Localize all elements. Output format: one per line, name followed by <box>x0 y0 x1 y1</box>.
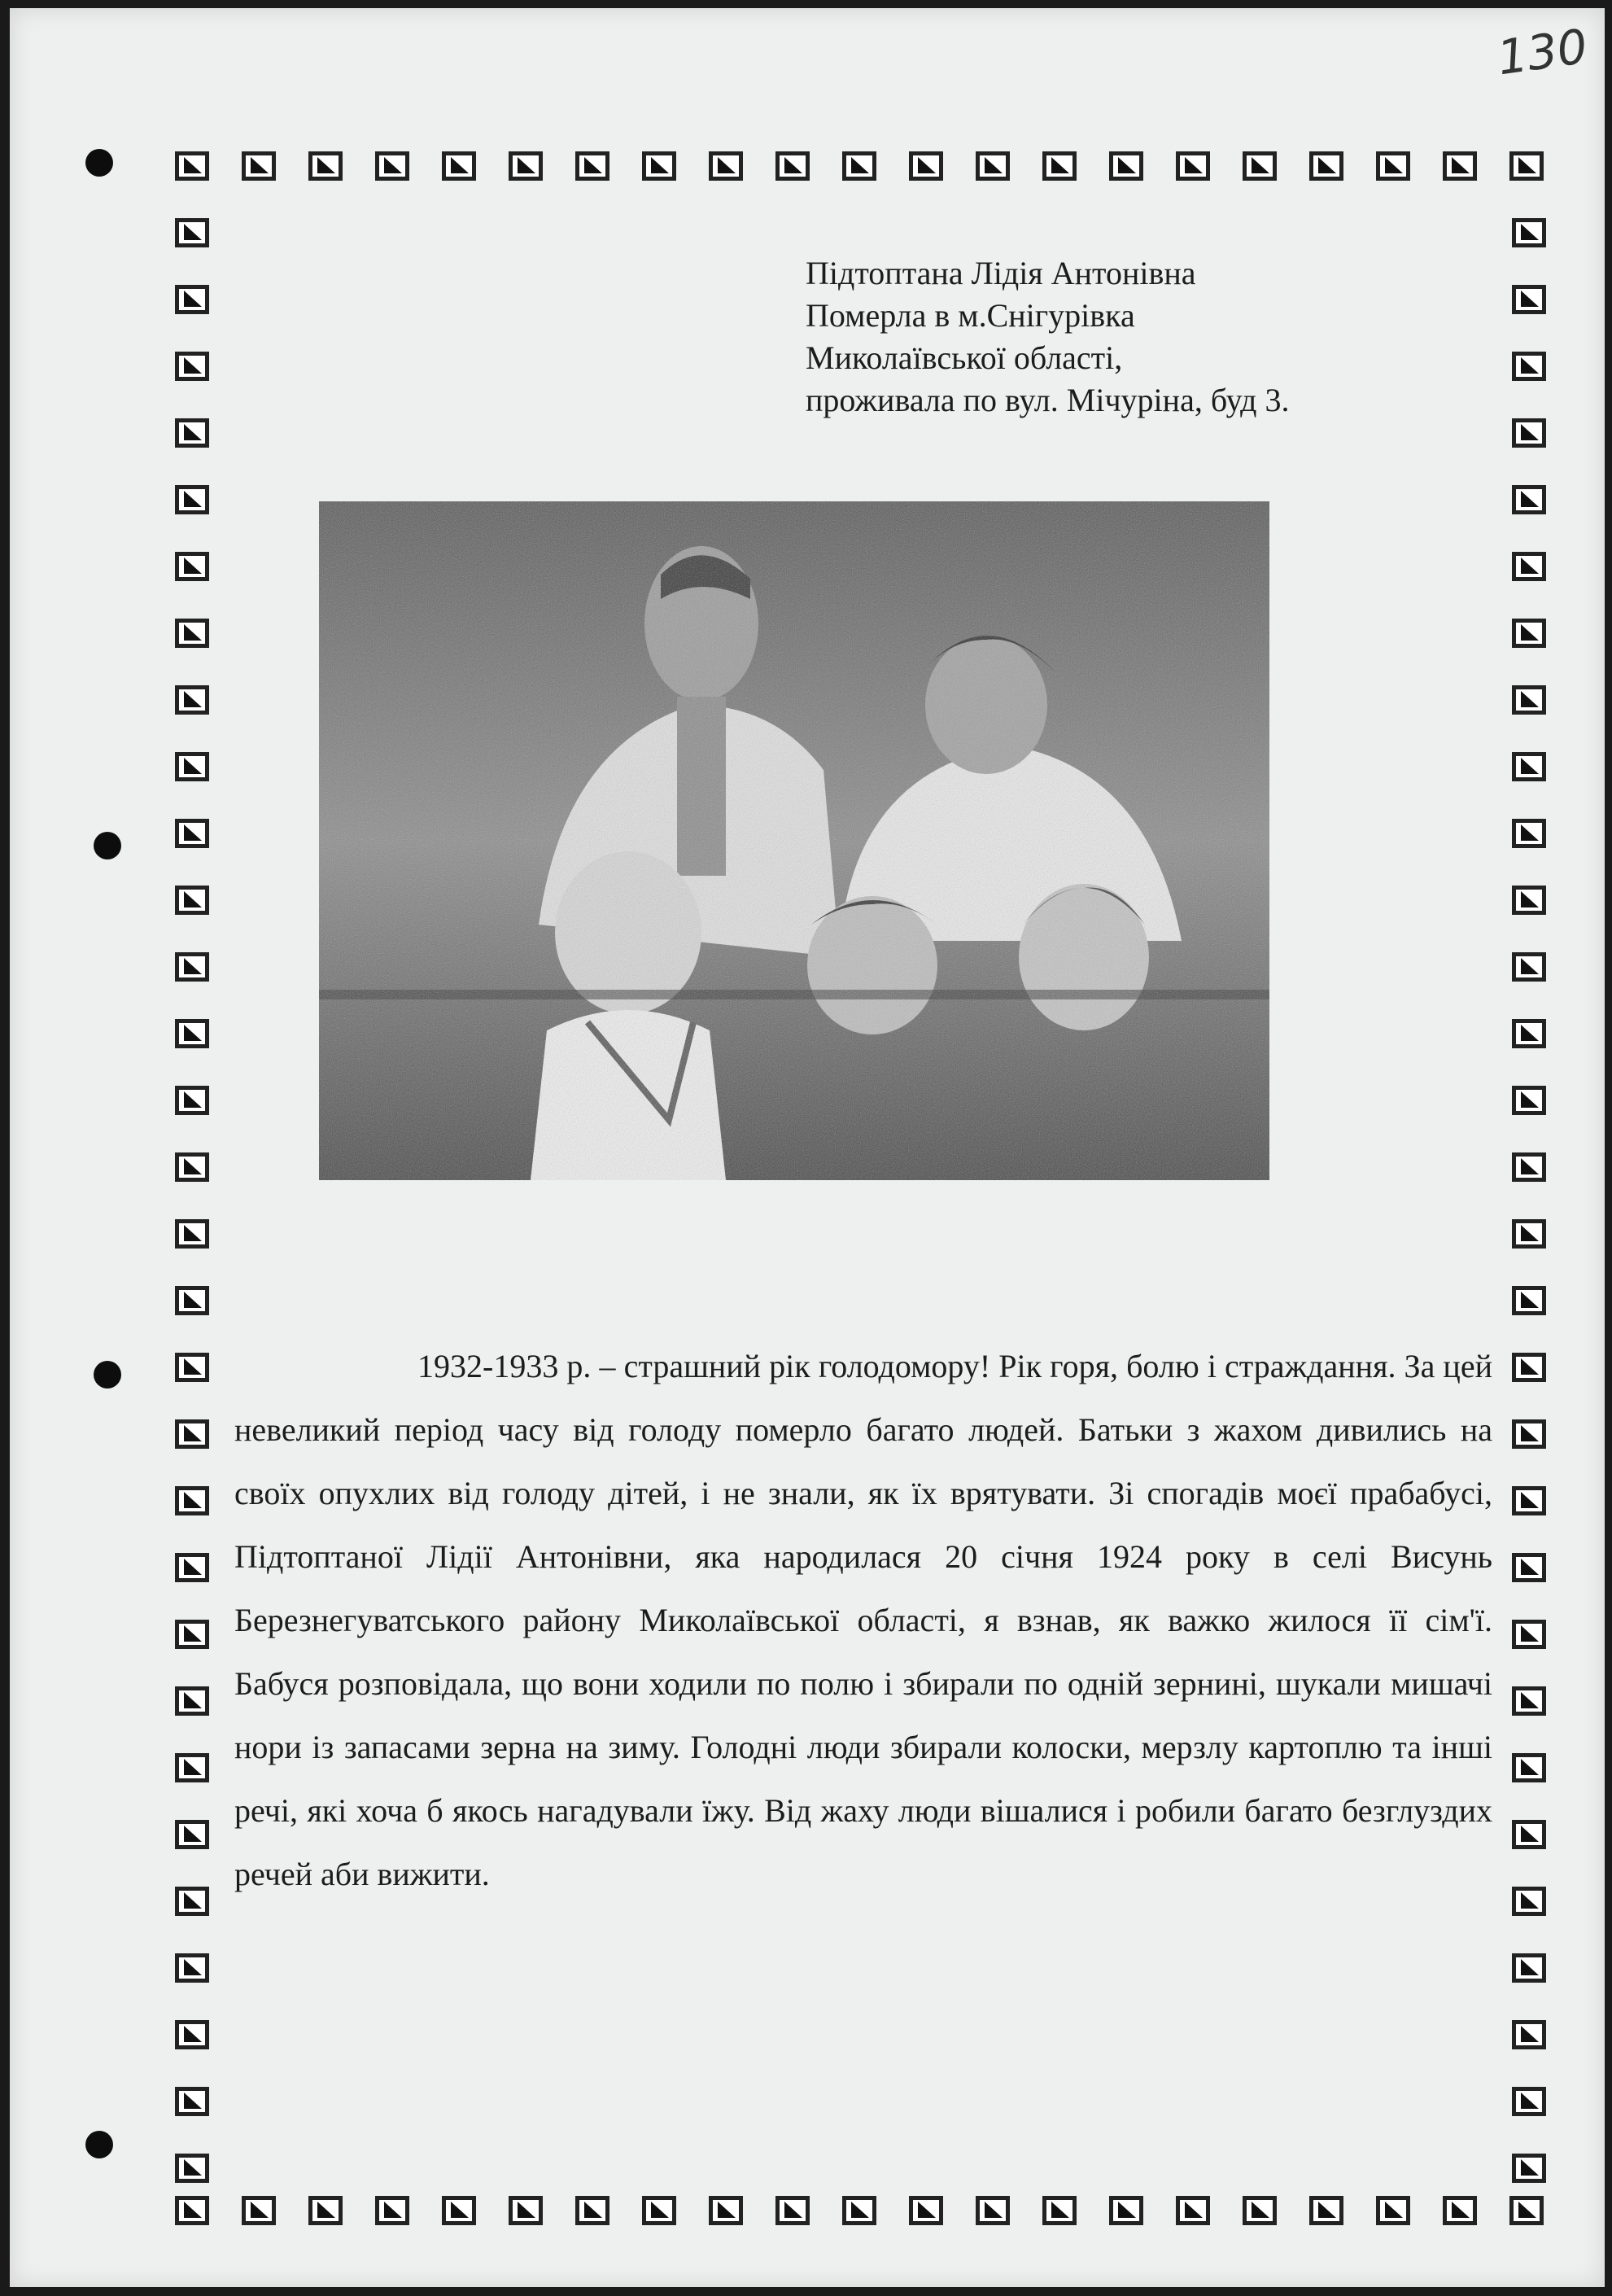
border-square-left <box>175 1152 209 1182</box>
border-square-left <box>175 1686 209 1716</box>
border-square-left <box>175 1553 209 1582</box>
memoir-text <box>234 1335 1492 1906</box>
border-square-right <box>1512 619 1546 648</box>
border-square-left <box>175 819 209 848</box>
border-square-top <box>909 151 943 181</box>
border-square-bottom <box>1176 2196 1210 2225</box>
border-square-top <box>1376 151 1410 181</box>
border-square-left <box>175 886 209 915</box>
border-square-right <box>1512 1152 1546 1182</box>
border-square-bottom <box>775 2196 810 2225</box>
border-square-top <box>1109 151 1143 181</box>
border-square-top <box>775 151 810 181</box>
border-square-right <box>1512 1419 1546 1449</box>
border-square-top <box>1309 151 1343 181</box>
border-square-top <box>709 151 743 181</box>
border-square-right <box>1512 1286 1546 1315</box>
border-square-bottom <box>509 2196 543 2225</box>
border-square-left <box>175 552 209 581</box>
caption-address: проживала по вул. Мічуріна, буд 3. <box>806 382 1290 418</box>
border-square-bottom <box>375 2196 409 2225</box>
family-photo-image <box>319 501 1269 1180</box>
border-square-bottom <box>1309 2196 1343 2225</box>
border-square-left <box>175 352 209 381</box>
border-square-right <box>1512 1353 1546 1382</box>
border-square-left <box>175 952 209 982</box>
border-square-left <box>175 1286 209 1315</box>
border-square-left <box>175 1019 209 1048</box>
border-square-right <box>1512 1086 1546 1115</box>
border-square-right <box>1512 1887 1546 1916</box>
border-square-bottom <box>575 2196 609 2225</box>
border-square-left <box>175 752 209 781</box>
border-square-right <box>1512 2020 1546 2049</box>
caption-region: Миколаївської області, <box>806 339 1123 376</box>
border-square-left <box>175 2154 209 2183</box>
border-square-left <box>175 619 209 648</box>
border-square-top <box>1176 151 1210 181</box>
border-square-left <box>175 418 209 448</box>
border-square-left <box>175 1953 209 1983</box>
border-square-right <box>1512 352 1546 381</box>
border-square-right <box>1512 1953 1546 1983</box>
border-square-bottom <box>709 2196 743 2225</box>
border-square-top <box>842 151 876 181</box>
border-square-right <box>1512 886 1546 915</box>
border-square-top <box>1443 151 1477 181</box>
border-square-top <box>575 151 609 181</box>
border-square-right <box>1512 1686 1546 1716</box>
border-square-left <box>175 1219 209 1249</box>
border-square-bottom <box>909 2196 943 2225</box>
border-square-bottom <box>1042 2196 1077 2225</box>
border-square-top <box>442 151 476 181</box>
border-square-bottom <box>442 2196 476 2225</box>
border-square-right <box>1512 752 1546 781</box>
border-square-bottom <box>842 2196 876 2225</box>
border-square-right <box>1512 685 1546 715</box>
border-square-right <box>1512 285 1546 314</box>
border-square-left <box>175 1620 209 1649</box>
border-square-left <box>175 1086 209 1115</box>
border-square-top <box>308 151 343 181</box>
border-square-left <box>175 1753 209 1782</box>
border-square-right <box>1512 1553 1546 1582</box>
border-square-top <box>976 151 1010 181</box>
border-square-bottom <box>1243 2196 1277 2225</box>
border-square-left <box>175 485 209 514</box>
border-square-right <box>1512 1620 1546 1649</box>
border-square-bottom <box>642 2196 676 2225</box>
border-square-top <box>1243 151 1277 181</box>
border-square-top <box>175 151 209 181</box>
memoir-paragraph: 1932-1933 р. – страшний рік голодомору! Рік горя, болю і страждання. За цей невеликий період часу від голоду померло багато людей. Батьки з жахом дивились на своїх опухлих від голоду дітей, і не знали, як їх врятувати. Зі спогадів моєї прабабусі, Підтоптаної Лідії Антонівни, яка народилася 20 січня 1924 року в селі Висунь Березнегуватського району Миколаївської області, я взнав, як важко жилося її сім'ї. Бабуся розповідала, що вони ходили по полю і збирали по одній зернині, шукали мишачі нори із запасами зерна на зиму. Голодні люди збирали колоски, мерзлу картоплю та інші речі, які хоча б якось нагадували їжу. Від жаху люди вішалися і робили багато безглуздих речей аби вижити. <box>234 1348 1492 1892</box>
border-square-bottom <box>1443 2196 1477 2225</box>
border-square-left <box>175 1820 209 1849</box>
border-square-top <box>375 151 409 181</box>
family-photo <box>319 501 1269 1180</box>
border-square-right <box>1512 1753 1546 1782</box>
photo-caption <box>806 252 1290 422</box>
border-square-right <box>1512 552 1546 581</box>
border-square-left <box>175 1419 209 1449</box>
border-square-left <box>175 2020 209 2049</box>
border-square-right <box>1512 1219 1546 1249</box>
border-square-top <box>242 151 276 181</box>
border-square-right <box>1512 1019 1546 1048</box>
border-square-right <box>1512 819 1546 848</box>
border-square-bottom <box>242 2196 276 2225</box>
border-square-left <box>175 1887 209 1916</box>
border-square-top <box>1509 151 1544 181</box>
border-square-top <box>642 151 676 181</box>
border-square-left <box>175 685 209 715</box>
border-square-right <box>1512 1486 1546 1515</box>
border-square-right <box>1512 952 1546 982</box>
border-square-top <box>1042 151 1077 181</box>
border-square-bottom <box>976 2196 1010 2225</box>
border-square-right <box>1512 2154 1546 2183</box>
border-square-top <box>509 151 543 181</box>
border-square-left <box>175 2087 209 2116</box>
border-square-right <box>1512 418 1546 448</box>
border-square-left <box>175 218 209 247</box>
border-square-bottom <box>1509 2196 1544 2225</box>
border-square-bottom <box>1376 2196 1410 2225</box>
caption-name: Підтоптана Лідія Антонівна <box>806 255 1196 291</box>
border-square-left <box>175 1486 209 1515</box>
border-square-bottom <box>1109 2196 1143 2225</box>
border-square-right <box>1512 485 1546 514</box>
photo-grain <box>319 501 1269 1180</box>
caption-death-place: Померла в м.Снігурівка <box>806 297 1135 334</box>
border-square-bottom <box>175 2196 209 2225</box>
border-square-right <box>1512 2087 1546 2116</box>
handwritten-page-number: 130 <box>1493 18 1591 86</box>
border-square-bottom <box>308 2196 343 2225</box>
border-square-right <box>1512 218 1546 247</box>
border-square-right <box>1512 1820 1546 1849</box>
border-square-left <box>175 285 209 314</box>
border-square-left <box>175 1353 209 1382</box>
